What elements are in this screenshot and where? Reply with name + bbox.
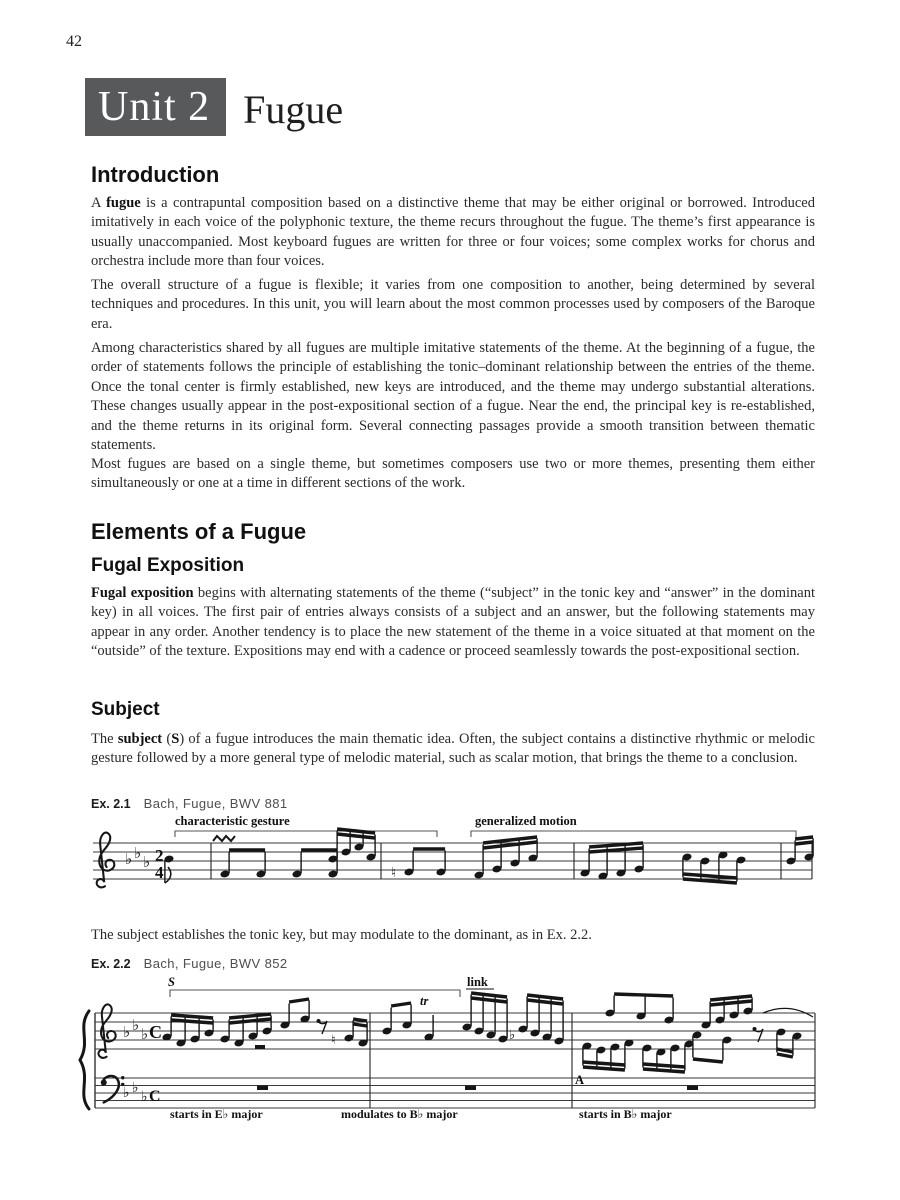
annotation-subject-mark: S: [168, 975, 175, 989]
bass-clef-icon: [101, 1076, 125, 1102]
beam: [353, 1024, 367, 1026]
flat-sign-group: ♭: [134, 844, 142, 862]
beam: [583, 1062, 625, 1065]
example-2-label: Ex. 2.2: [91, 957, 131, 971]
text-segment: A: [91, 195, 107, 211]
unit-badge: [85, 78, 226, 136]
half-rest: [255, 1045, 265, 1049]
paragraph-subject: [91, 730, 815, 769]
paragraph-intro-3: Among characteristics shared by all fugues are multiple imitative statements of the theme. At the beginning of a fugue, the order of statements follows the principle of establishing the tonic–dominant relationship between the entries of the theme. Once the tonal center is firmly established, new keys are introduced, and the theme may undergo substantial alterations. These changes usually appear in the post-expositional section of a fugue. Near the end, the principal key is re-established, and the theme returns in its original form. Several connecting passages provide a smooth transition between thematic statements.: [91, 340, 815, 454]
beam: [471, 993, 507, 997]
beam: [795, 842, 813, 844]
beam: [693, 1059, 723, 1062]
example-2-caption: [91, 956, 287, 971]
example-2-figure: [75, 975, 823, 1127]
bracket-subject: [170, 990, 460, 997]
beam: [391, 1003, 411, 1006]
heading-introduction: Introduction: [91, 162, 220, 187]
text-segment: is a contrapuntal composition based on a distinctive theme that may be either original or borrowed. Introduced imitatively in each voice of the polyphonic texture, the theme recurs throughout the fugue. The theme’s first appearance is usually unaccompanied. Most keyboard fugues are written for three or four voices; some complex works for chorus and orchestra include more than four voices.: [91, 195, 815, 270]
natural-sign: ♮: [391, 865, 397, 881]
flat-sign-group: ♭: [123, 1085, 130, 1101]
flat-sign-group: ♭: [141, 1025, 149, 1043]
beam: [337, 829, 375, 833]
flat-sign: ♭: [509, 1028, 516, 1043]
beam: [337, 834, 375, 838]
beam: [643, 1064, 685, 1067]
beam: [471, 998, 507, 1002]
quarter-note: [424, 1015, 435, 1041]
flat-sign-group: ♭: [132, 1016, 140, 1034]
term-fugal-exposition: Fugal exposition: [91, 585, 194, 601]
flat-sign-group: ♭: [143, 853, 151, 871]
flat-sign-group: ♭: [123, 1023, 131, 1041]
bracket-characteristic-gesture: [175, 831, 437, 837]
barlines: [370, 1013, 815, 1108]
heading-elements: Elements of a Fugue: [91, 519, 307, 544]
flat-sign-group: ♭: [125, 850, 133, 868]
unit-header: [85, 78, 343, 136]
flat-sign-group: ♭: [132, 1080, 139, 1096]
natural-sign: ♮: [331, 1033, 336, 1048]
beam: [589, 848, 643, 852]
example-2-source: Bach, Fugue, BWV 852: [143, 956, 288, 971]
term-fugue: fugue: [106, 195, 141, 211]
eighth-rest: [317, 1019, 328, 1034]
page-number: 42: [66, 33, 82, 50]
paragraph-intro-4: Most fugues are based on a single theme, but sometimes composers use two or more themes, presenting them either simultaneously or one at a time in different sections of the work.: [91, 456, 815, 492]
text-segment: (: [162, 731, 172, 747]
paragraph-intro-2: The overall structure of a fugue is flexible; it varies from one composition to another, being determined by several techniques and procedures. In this unit, you will learn about the most common processes used by composers of the Baroque era.: [91, 277, 815, 332]
beam: [614, 994, 673, 996]
example-1-figure: [85, 813, 817, 913]
beam: [527, 995, 563, 999]
text-segment: ) of a fugue introduces the main thematic idea. Often, the subject contains a distinctive rhythmic or melodic gesture followed by a more general type of melodic material, such as scalar motion, that brings the theme to a conclusion.: [91, 731, 815, 767]
text-segment: The: [91, 731, 118, 747]
beam: [353, 1019, 367, 1021]
key-label-2: modulates to B♭ major: [341, 1107, 458, 1121]
beam: [171, 1015, 213, 1018]
term-s-abbrev: S: [171, 731, 180, 747]
note-groups: [220, 829, 815, 883]
paragraph-fugal-exposition: [91, 584, 815, 662]
bracket-generalized-motion: [471, 831, 796, 837]
example-1-caption: [91, 796, 287, 811]
paragraph-link-sentence: The subject establishes the tonic key, but may modulate to the dominant, as in Ex. 2.2.: [91, 927, 592, 943]
note-groups: [162, 993, 803, 1072]
beam: [229, 1014, 271, 1018]
brace-icon: [80, 1011, 89, 1109]
beam: [683, 874, 737, 878]
whole-rest: [257, 1086, 268, 1091]
beam: [589, 843, 643, 847]
time-signature-bottom: 4: [155, 863, 164, 882]
key-label-3: starts in B♭ major: [579, 1107, 672, 1121]
beam: [583, 1067, 625, 1070]
beam: [643, 1069, 685, 1072]
annotation-link: link: [467, 975, 488, 989]
unit-title: Fugue: [243, 86, 344, 132]
key-label-1: starts in E♭ major: [170, 1107, 263, 1121]
time-signature-common: C: [149, 1022, 162, 1042]
beam: [795, 837, 813, 839]
paragraph-intro-1: [91, 194, 815, 272]
beam: [777, 1054, 793, 1057]
mordent-icon: [213, 836, 235, 841]
beam: [710, 1001, 752, 1005]
heading-subject: Subject: [91, 699, 160, 720]
annotation-characteristic-gesture: characteristic gesture: [175, 814, 290, 828]
term-subject: subject: [117, 731, 163, 747]
whole-rest: [687, 1086, 698, 1091]
time-signature-common: C: [149, 1088, 161, 1105]
beam: [683, 879, 737, 883]
whole-rest: [465, 1086, 476, 1091]
unit-badge-label: Unit 2: [98, 84, 211, 130]
annotation-answer-mark: A: [575, 1073, 585, 1087]
heading-fugal-exposition: Fugal Exposition: [91, 555, 245, 576]
beam: [527, 1000, 563, 1004]
annotation-trill: tr: [420, 994, 429, 1008]
example-1-source: Bach, Fugue, BWV 881: [143, 796, 288, 811]
beam: [710, 996, 752, 1000]
beam: [171, 1020, 213, 1023]
flat-sign-group: ♭: [141, 1089, 148, 1105]
example-1-label: Ex. 2.1: [91, 797, 131, 811]
text-segment: begins with alternating statements of the theme (“subject” in the tonic key and “answer” in the dominant key) in all voices. The first pair of entries always consists of a subject and an answer, but the following statements may appear in any order. Another tendency is to place the new statement of the theme in a voice situated at that moment on the “outside” of the texture. Expositions may end with a cadence or proceed seamlessly towards the post-expositional section.: [91, 585, 815, 660]
annotation-generalized-motion: generalized motion: [475, 814, 577, 828]
beam: [289, 999, 309, 1002]
time-signature-top: 2: [155, 846, 164, 865]
